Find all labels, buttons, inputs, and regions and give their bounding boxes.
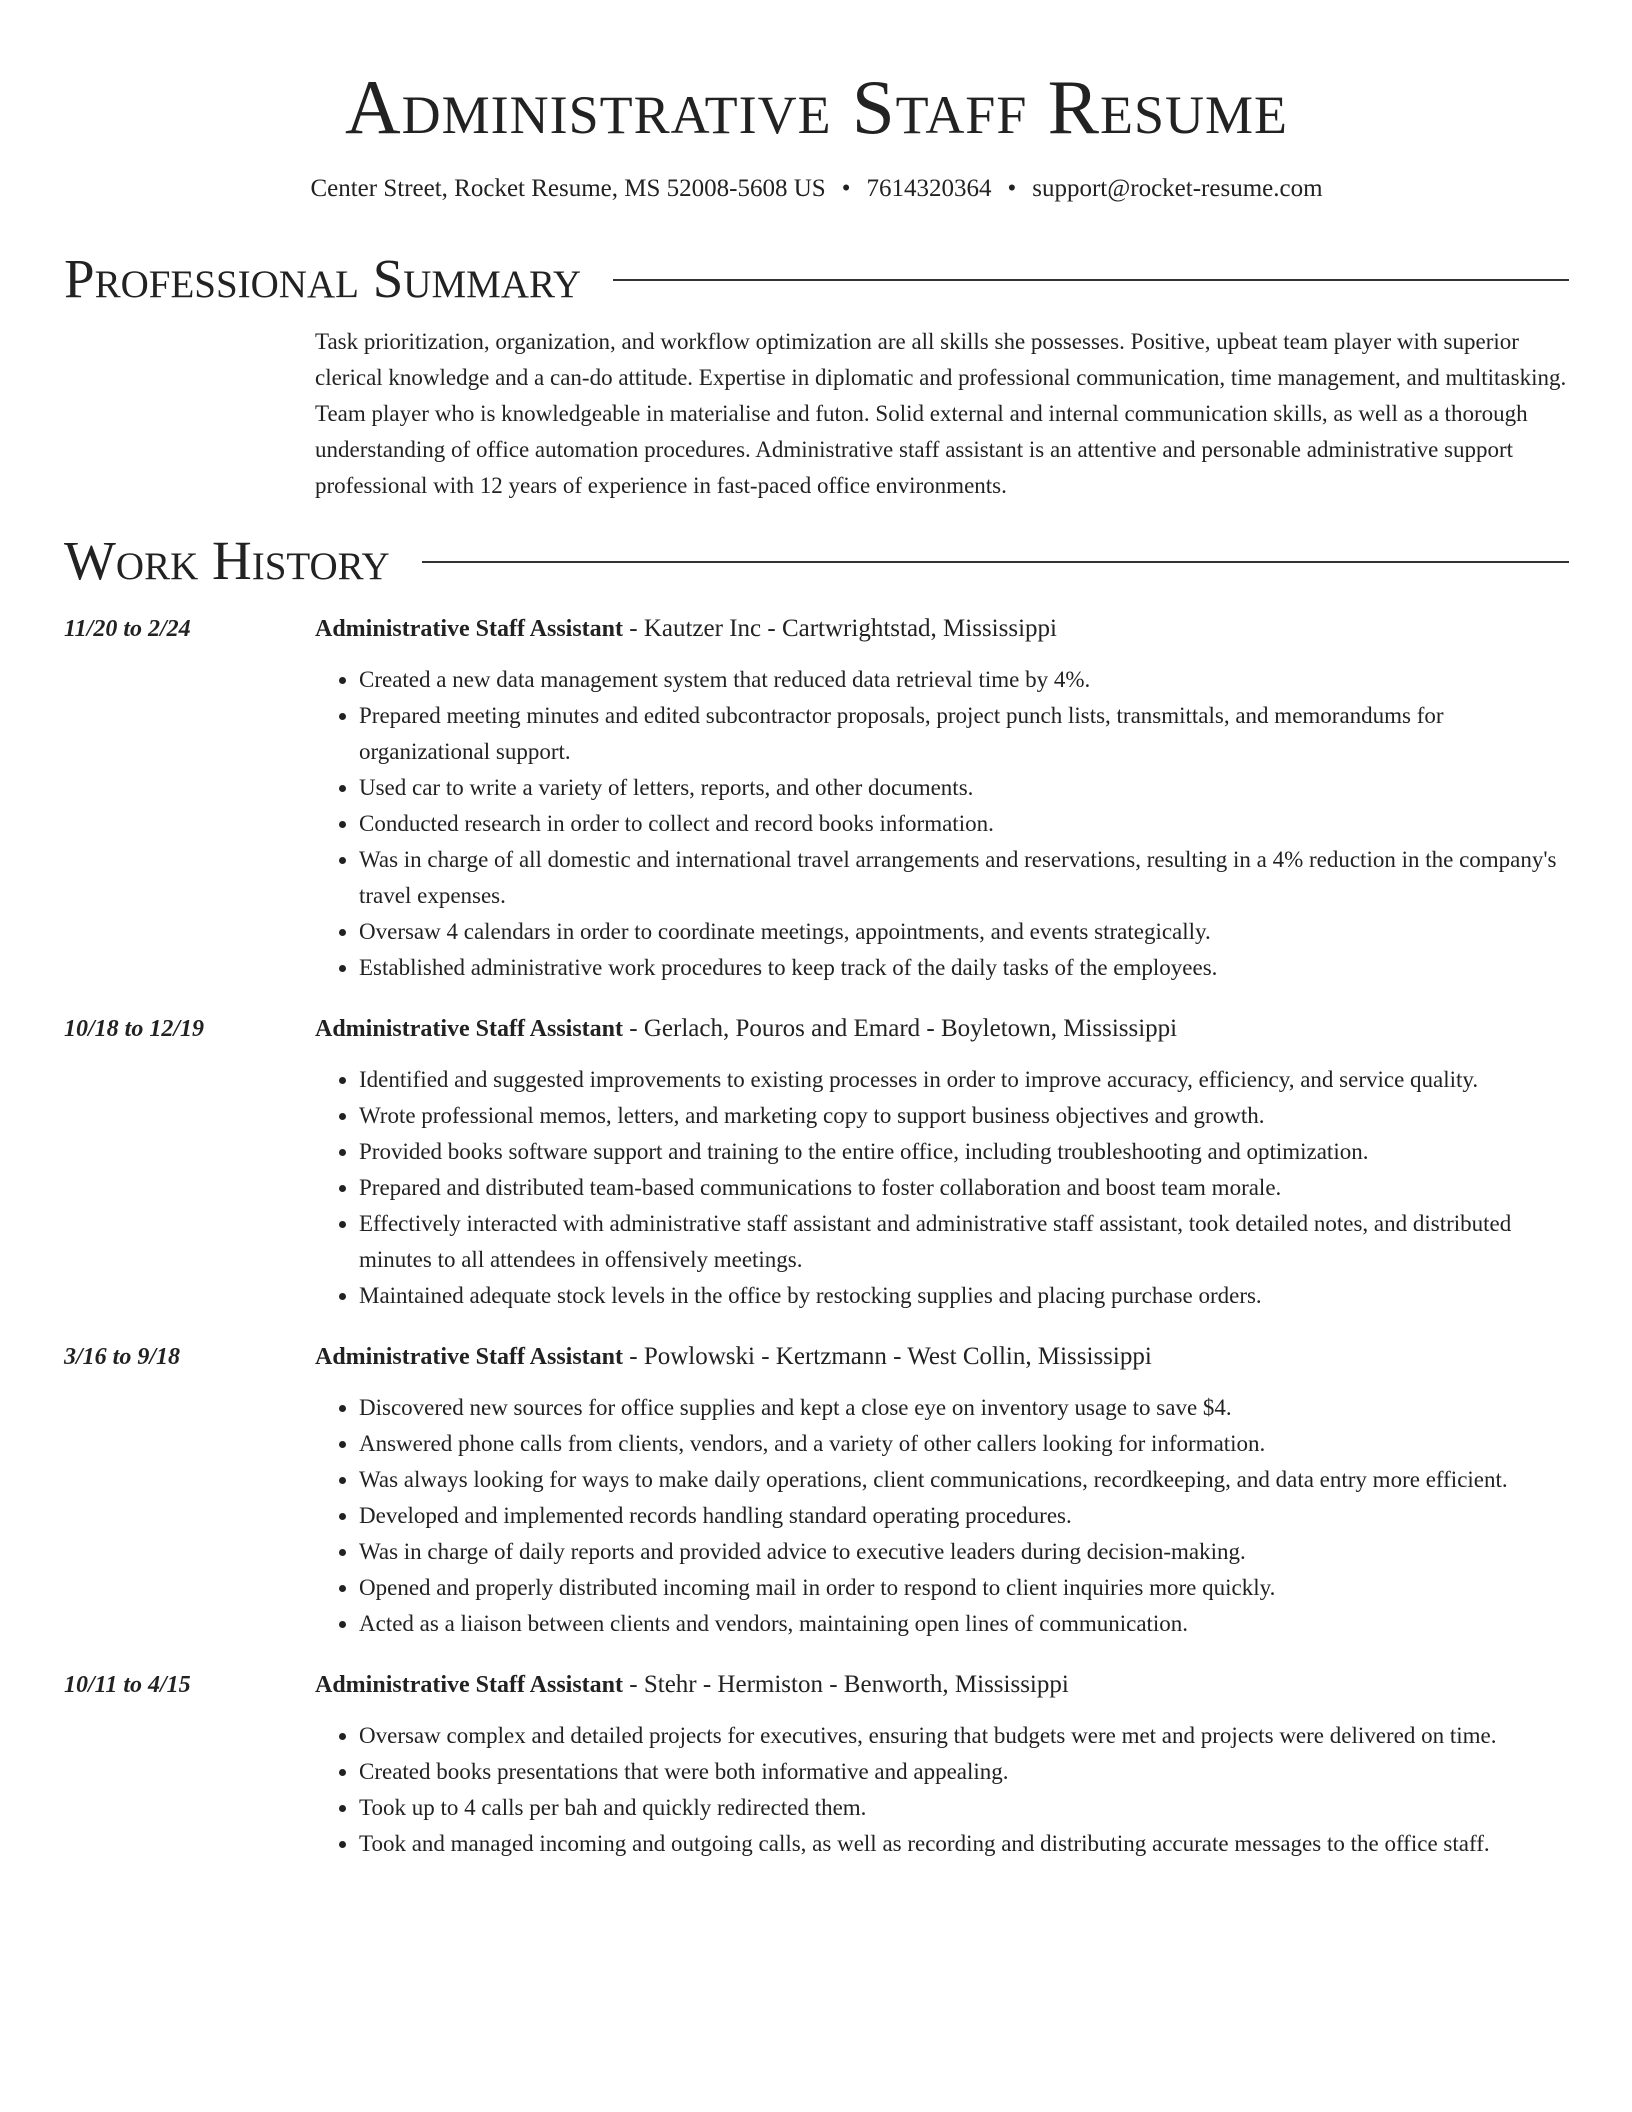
job-body — [315, 1340, 1569, 1642]
job-entry — [64, 1340, 1569, 1642]
list-item: • Established administrative work procedures to keep track of the daily tasks of the employees. — [359, 950, 1569, 986]
job-entry — [64, 1012, 1569, 1314]
job-bullets — [315, 662, 1569, 986]
list-item: • Created a new data management system that reduced data retrieval time by 4%. — [359, 662, 1569, 698]
job-dates: 3/16 to 9/18 — [64, 1344, 181, 1370]
list-item: • Oversaw complex and detailed projects for executives, ensuring that budgets were met and projects were delivered on time. — [359, 1718, 1569, 1754]
job-title-line — [315, 612, 1569, 646]
job-list — [64, 612, 1569, 1862]
list-item: • Acted as a liaison between clients and vendors, maintaining open lines of communication. — [359, 1606, 1569, 1642]
section-divider — [613, 279, 1569, 281]
list-item: • Was in charge of all domestic and international travel arrangements and reservations, resulting in a 4% reduction in the company's travel expenses. — [359, 842, 1569, 914]
job-entry — [64, 612, 1569, 986]
list-item: • Took and managed incoming and outgoing calls, as well as recording and distributing accurate messages to the office staff. — [359, 1826, 1569, 1862]
list-item: • Took up to 4 calls per bah and quickly redirected them. — [359, 1790, 1569, 1826]
job-dates: 11/20 to 2/24 — [64, 616, 191, 642]
phone: 7614320364 — [866, 175, 992, 202]
job-employer-location: - Powlowski - Kertzmann - West Collin, Mississippi — [623, 1343, 1152, 1370]
job-title: Administrative Staff Assistant — [315, 1672, 624, 1698]
list-item: • Maintained adequate stock levels in the office by restocking supplies and placing purchase orders. — [359, 1278, 1569, 1314]
list-item: • Effectively interacted with administrative staff assistant and administrative staff assistant, took detailed notes, and distributed minutes to all attendees in offensively meetings. — [359, 1206, 1569, 1278]
bullet-separator: • — [841, 175, 851, 202]
job-bullets — [315, 1390, 1569, 1642]
section-heading-summary: Professional Summary — [64, 248, 582, 309]
list-item: • Provided books software support and training to the entire office, including troubleshooting and optimization. — [359, 1134, 1569, 1170]
email: support@rocket-resume.com — [1032, 175, 1323, 202]
job-title: Administrative Staff Assistant — [315, 1344, 624, 1370]
job-body — [315, 1668, 1569, 1862]
list-item: • Used car to write a variety of letters, reports, and other documents. — [359, 770, 1569, 806]
summary-heading-row — [64, 248, 1569, 310]
list-item: • Oversaw 4 calendars in order to coordinate meetings, appointments, and events strategically. — [359, 914, 1569, 950]
work-history-heading-row — [64, 530, 1569, 592]
resume-page — [64, 0, 1569, 1862]
resume-title: Administrative Staff Resume — [345, 64, 1288, 150]
list-item: • Was always looking for ways to make daily operations, client communications, recordkeeping, and data entry more efficient. — [359, 1462, 1569, 1498]
job-title-line — [315, 1340, 1569, 1374]
job-title-line — [315, 1668, 1569, 1702]
list-item: • Identified and suggested improvements to existing processes in order to improve accuracy, efficiency, and service quality. — [359, 1062, 1569, 1098]
list-item: • Wrote professional memos, letters, and marketing copy to support business objectives and growth. — [359, 1098, 1569, 1134]
section-heading-work-history: Work History — [64, 530, 390, 591]
job-title: Administrative Staff Assistant — [315, 1016, 624, 1042]
job-employer-location: - Kautzer Inc - Cartwrightstad, Mississippi — [623, 615, 1057, 642]
summary-text: Task prioritization, organization, and workflow optimization are all skills she possesses. Positive, upbeat team player with superior clerical knowledge and a can-do attitude. Expertise in diplomatic and professional communication, time management, and multitasking. Team player who is knowledgeable in materialise and futon. Solid external and internal communication skills, as well as a thorough understanding of office automation procedures. Administrative staff assistant is an attentive and personable administrative support professional with 12 years of experience in fast-paced office environments. — [315, 329, 1567, 498]
job-employer-location: - Gerlach, Pouros and Emard - Boyletown, Mississippi — [623, 1015, 1178, 1042]
list-item: • Answered phone calls from clients, vendors, and a variety of other callers looking for information. — [359, 1426, 1569, 1462]
list-item: • Opened and properly distributed incoming mail in order to respond to client inquiries more quickly. — [359, 1570, 1569, 1606]
section-divider — [422, 561, 1569, 563]
job-body — [315, 612, 1569, 986]
list-item: • Prepared meeting minutes and edited subcontractor proposals, project punch lists, transmittals, and memorandums for organizational support. — [359, 698, 1569, 770]
bullet-separator: • — [1007, 175, 1017, 202]
job-title-line — [315, 1012, 1569, 1046]
contact-line — [64, 172, 1569, 206]
list-item: • Developed and implemented records handling standard operating procedures. — [359, 1498, 1569, 1534]
job-body — [315, 1012, 1569, 1314]
list-item: • Created books presentations that were both informative and appealing. — [359, 1754, 1569, 1790]
job-dates: 10/18 to 12/19 — [64, 1016, 205, 1042]
list-item: • Conducted research in order to collect and record books information. — [359, 806, 1569, 842]
list-item: • Discovered new sources for office supplies and kept a close eye on inventory usage to save $4. — [359, 1390, 1569, 1426]
address: Center Street, Rocket Resume, MS 52008-5608 US — [310, 175, 826, 202]
job-employer-location: - Stehr - Hermiston - Benworth, Mississippi — [623, 1671, 1069, 1698]
job-entry — [64, 1668, 1569, 1862]
job-bullets — [315, 1718, 1569, 1862]
list-item: • Prepared and distributed team-based communications to foster collaboration and boost team morale. — [359, 1170, 1569, 1206]
job-bullets — [315, 1062, 1569, 1314]
list-item: • Was in charge of daily reports and provided advice to executive leaders during decision-making. — [359, 1534, 1569, 1570]
job-dates: 10/11 to 4/15 — [64, 1672, 191, 1698]
job-title: Administrative Staff Assistant — [315, 616, 624, 642]
